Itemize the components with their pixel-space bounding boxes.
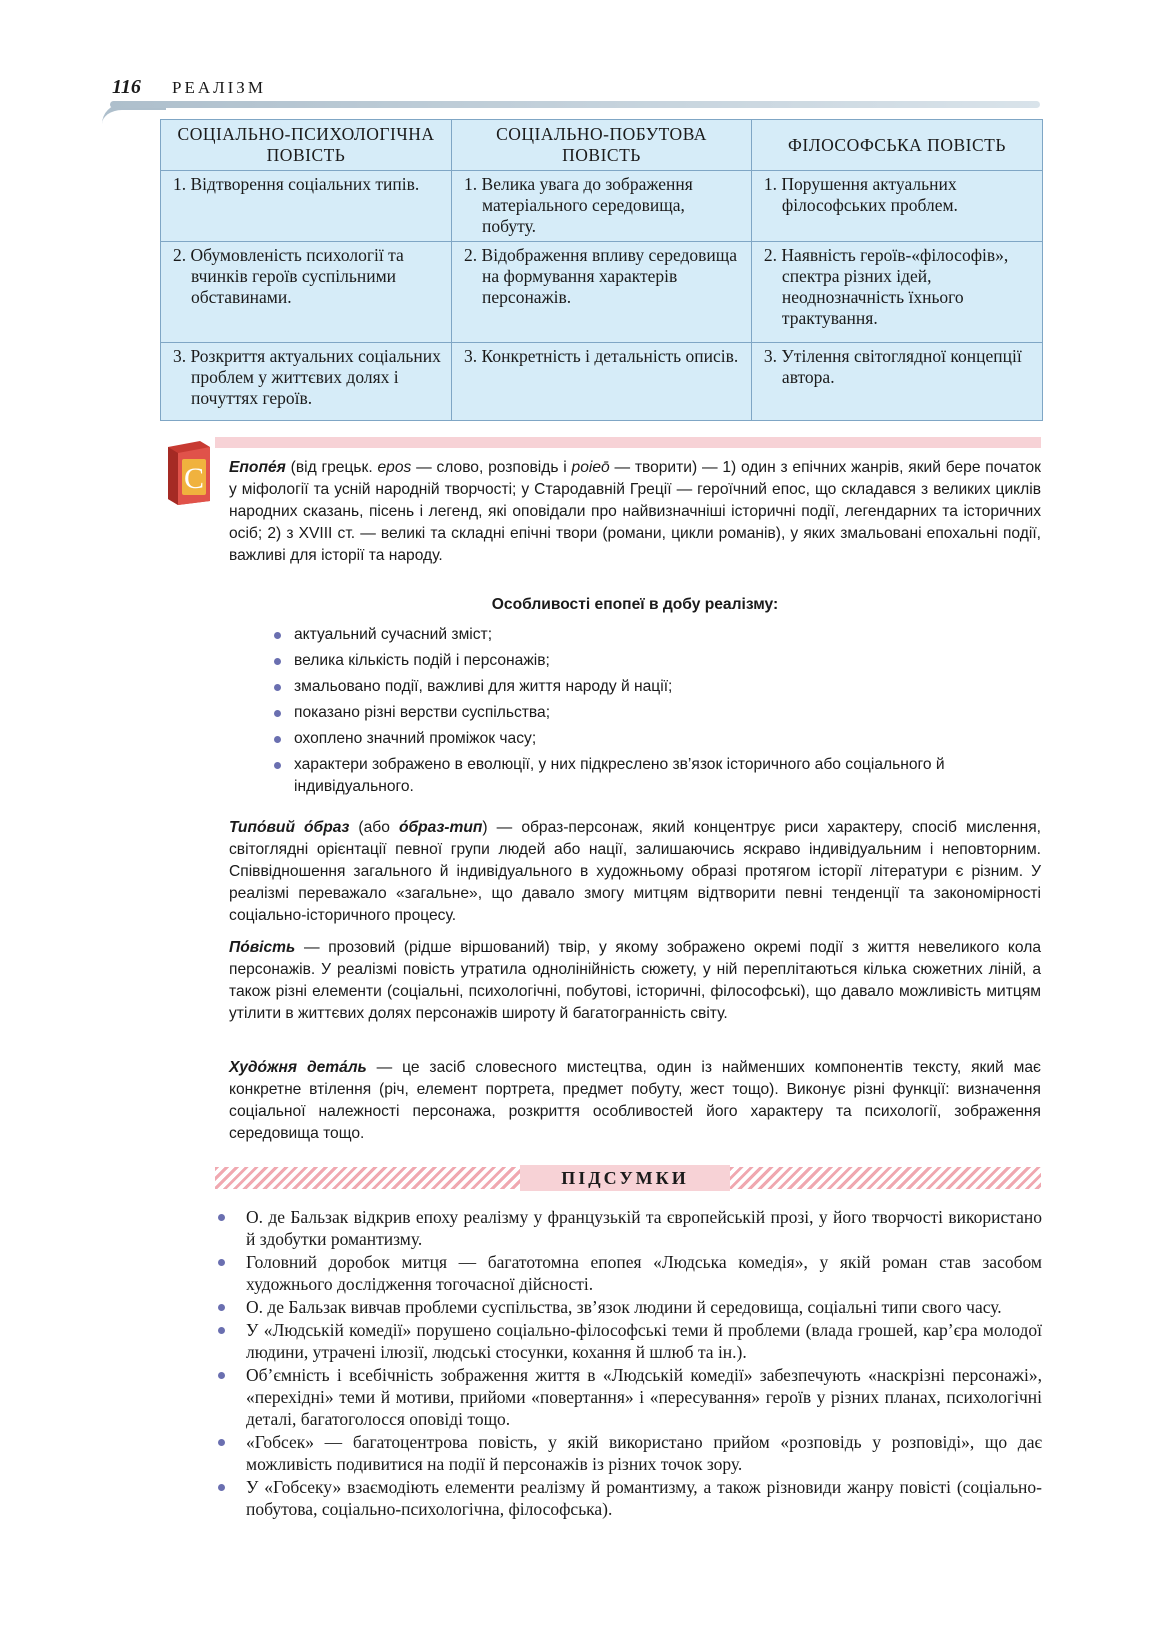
table-row — [161, 171, 1043, 242]
svg-text:C: C — [183, 462, 205, 495]
list-item: велика кількість подій і персонажів; — [270, 650, 970, 672]
list-item: актуальний сучасний зміст; — [270, 624, 970, 646]
definition-novella: По́вість — прозовий (рідше віршований) твір, у якому зображено окремі події з життя невеликого кола персонажів. У реалізмі повість утратила однолінійність сюжету, у ній переплітаються кілька сюжетних ліній, а також різні елементи (соціальні, психологічні, побутові, історичні, філософські), що давало можливість митцям утілити в життєвих долях персонажів широту й багатогранність світу. — [229, 939, 1041, 1022]
header-rule — [110, 101, 1040, 108]
list-item: О. де Бальзак вивчав проблеми суспільства, зв’язок людини й середовища, соціальні типи свого часу. — [214, 1296, 1042, 1318]
list-item: «Гобсек» — багатоцентрова повість, у якій використано прийом «розповідь у розповіді», що дає можливість подивитися на події й персонажів із різних точок зору. — [214, 1431, 1042, 1475]
column-header: СОЦІАЛЬНО-ПОБУТОВА ПОВІСТЬ — [452, 120, 752, 171]
term-epopee: Епопе́я — [229, 459, 286, 476]
list-item: У «Людській комедії» порушено соціально-філософські теми й проблеми (влада грошей, кар’єра молодої людини, утрачені ілюзії, людські стосунки, кохання й шлюб та ін.). — [214, 1319, 1042, 1363]
column-header: ФІЛОСОФСЬКА ПОВІСТЬ — [751, 120, 1042, 171]
features-title: Особливості епопеї в добу реалізму: — [491, 596, 779, 613]
list-item: У «Гобсеку» взаємодіють елементи реалізму й романтизму, а також різновиди жанру повісті (соціально-побутова, соціально-психологічна, філософська). — [214, 1476, 1042, 1520]
definition-artistic-detail: Худо́жня дета́ль — це засіб словесного мистецтва, один із найменших компонентів тексту, який має конкретне втілення (річ, елемент портрета, предмет побуту, жест тощо). Виконує різні функції: визначення соціальної належності персонажа, розкриття особливостей його характеру та психології, зображення середовища тощо. — [229, 1059, 1041, 1142]
list-item: охоплено значний проміжок часу; — [270, 728, 970, 750]
table-cell: 2. Обумовленість психології та вчинків героїв суспільними обставинами. — [161, 242, 452, 343]
book-icon — [160, 439, 214, 505]
section-band — [215, 437, 1041, 448]
list-item: Головний доробок митця — багатотомна епопея «Людська комедія», у якій роман став засобом художнього дослідження тогочасної дійсності. — [214, 1251, 1042, 1295]
summary-list — [214, 1206, 1042, 1521]
definition-typical-image: Типо́вий о́браз (або о́браз-тип) — образ-персонаж, який концентрує риси характеру, спосіб мислення, світоглядні орієнтації певної групи людей або нації, залишаючись яскраво індивідуальним і неповторним. Співвідношення загального й індивідуального в художньому образі протягом історії літератури є різним. У реалізмі переважало «загальне», що давало змогу митцям відтворити певні тенденції та закономірності соціально-історичного процесу. — [229, 819, 1041, 924]
term-novella: По́вість — [229, 939, 296, 956]
features-list — [270, 624, 970, 802]
table-cell: 1. Порушення актуальних філософських проблем. — [751, 171, 1042, 242]
list-item: характери зображено в еволюції, у них підкреслено зв’язок історичного або соціального й індивідуального. — [270, 754, 970, 798]
list-item: О. де Бальзак відкрив епоху реалізму у французькій та європейській прозі, у його творчості використано й здобутки романтизму. — [214, 1206, 1042, 1250]
table-cell: 2. Відображення впливу середовища на формування характерів персонажів. — [452, 242, 752, 343]
table-cell: 3. Розкриття актуальних соціальних проблем у життєвих долях і почуттях героїв. — [161, 343, 452, 421]
table-cell: 3. Конкретність і детальність описів. — [452, 343, 752, 421]
table-cell: 3. Утілення світоглядної концепції автора. — [751, 343, 1042, 421]
list-item: Об’ємність і всебічність зображення життя в «Людській комедії» забезпечують «наскрізні персонажі», «перехідні» теми й мотиви, прийоми «повертання» і «пересування» героїв у різних планах, психологічні деталі, багатоголосся оповіді тощо. — [214, 1364, 1042, 1430]
column-header: СОЦІАЛЬНО-ПСИХОЛОГІЧНА ПОВІСТЬ — [161, 120, 452, 171]
comparison-table — [160, 119, 1043, 421]
summary-title: ПІДСУМКИ — [520, 1165, 730, 1191]
table-row — [161, 343, 1043, 421]
table-cell: 2. Наявність героїв-«філософів», спектра різних ідей, неоднозначність їхнього трактування. — [751, 242, 1042, 343]
list-item: змальовано події, важливі для життя народу й нації; — [270, 676, 970, 698]
term-typical-image: Типо́вий о́браз — [229, 819, 350, 836]
table-header-row — [161, 120, 1043, 171]
page-number: 116 — [112, 76, 141, 98]
chapter-title: РЕАЛІЗМ — [172, 78, 266, 97]
list-item: показано різні верстви суспільства; — [270, 702, 970, 724]
table-cell: 1. Велика увага до зображення матеріального середовища, побуту. — [452, 171, 752, 242]
term-artistic-detail: Худо́жня дета́ль — [229, 1059, 367, 1076]
table-cell: 1. Відтворення соціальних типів. — [161, 171, 452, 242]
table-row — [161, 242, 1043, 343]
definition-epopee: Епопе́я (від грецьк. epos — слово, розповідь і poieō — творити) — 1) один з епічних жанрів, який бере початок у міфології та усній народній творчості; у Стародавній Греції — героїчний епос, що складався з великих циклів народних сказань, пісень і легенд, які оповідали про найвизначніші історичні події, легендарних та історичних осіб; 2) з XVIII ст. — великі та складні епічні твори (романи, цикли романів), у яких змальовані епохальні події, важливі для історії та народу. — [229, 459, 1041, 564]
